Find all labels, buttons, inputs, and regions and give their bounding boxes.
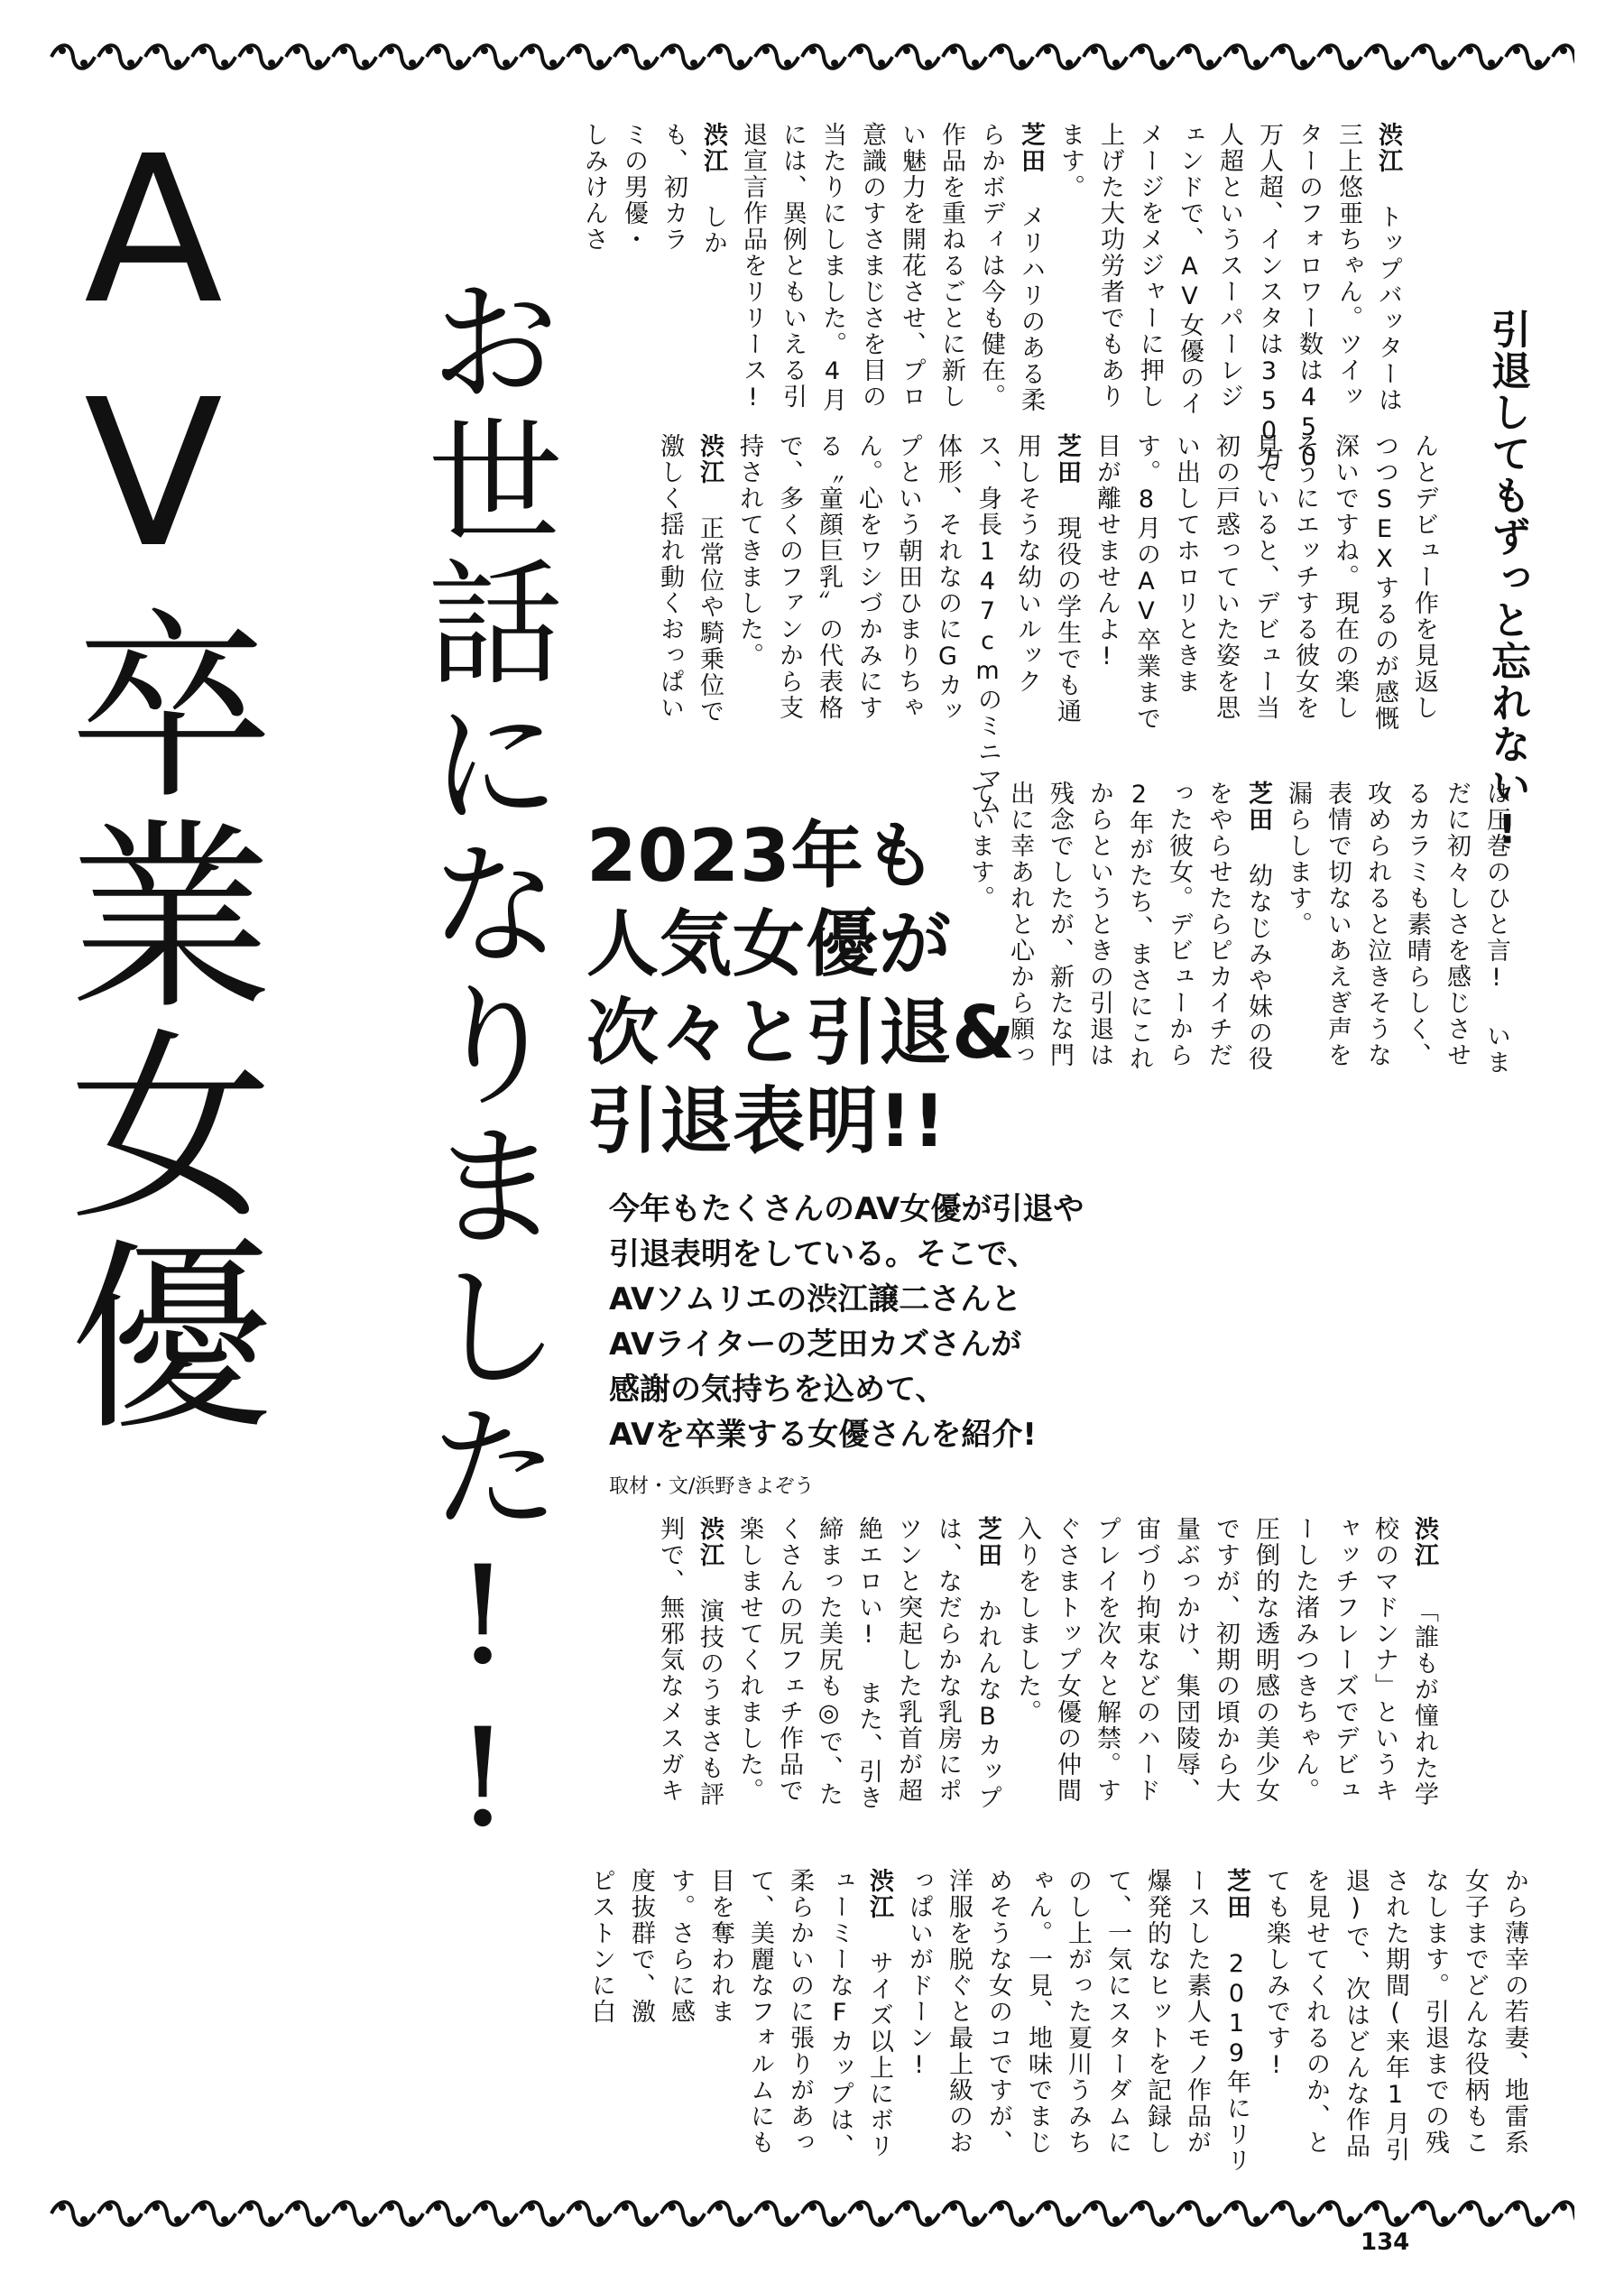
line-text: 目が離せませんよ! bbox=[1093, 433, 1121, 672]
text-line bbox=[772, 122, 812, 415]
text-line bbox=[1126, 1516, 1166, 1850]
text-line bbox=[733, 122, 772, 415]
text-line bbox=[1097, 1868, 1137, 2179]
line-text: る〝童顔巨乳〟の代表格 bbox=[815, 433, 843, 721]
text-line bbox=[1007, 1516, 1047, 1850]
speaker-name: 渋江 bbox=[865, 1868, 893, 1920]
speaker-name: 芝田 bbox=[1244, 781, 1272, 833]
text-line bbox=[819, 1868, 859, 2179]
line-text: 人超というスーパーレジ bbox=[1215, 122, 1243, 410]
line-text: 絶エロい! また、引き bbox=[854, 1516, 882, 1811]
line-text: 締まった美尻も◎で、た bbox=[815, 1516, 843, 1807]
speaker-name: 渋江 bbox=[696, 1516, 724, 1568]
line-text: 初の戸惑っていた姿を思 bbox=[1212, 433, 1240, 721]
text-line bbox=[689, 1516, 729, 1850]
line-text: 2年がたち、まさにこれ bbox=[1125, 781, 1153, 1072]
line-text: 見ていると、デビュー当 bbox=[1251, 433, 1279, 721]
text-line bbox=[1166, 433, 1205, 758]
text-line bbox=[1335, 1868, 1375, 2179]
text-line bbox=[1086, 1516, 1126, 1850]
intro-line: 今年もたくさんのAV女優が引退や bbox=[609, 1191, 1084, 1227]
line-text: のし上がった夏川うみち bbox=[1064, 1868, 1092, 2156]
text-line bbox=[1018, 1868, 1057, 2179]
line-text: 退)で、次はどんな作品 bbox=[1342, 1868, 1370, 2159]
line-text: 幼なじみや妹の役 bbox=[1244, 833, 1272, 1072]
text-line bbox=[812, 122, 852, 415]
line-text: ースした素人モノ作品が bbox=[1183, 1868, 1211, 2156]
text-line bbox=[1364, 433, 1404, 758]
text-line bbox=[852, 122, 891, 415]
text-line bbox=[1368, 122, 1407, 415]
line-text: ています。 bbox=[966, 781, 994, 911]
line-text: ます。 bbox=[1057, 122, 1084, 200]
text-line bbox=[1404, 433, 1444, 758]
intro-line: AVライターの芝田カズさんが bbox=[609, 1326, 1022, 1363]
line-text: 体形、それなのにGカッ bbox=[934, 433, 962, 725]
text-line bbox=[1256, 1868, 1296, 2179]
text-line bbox=[780, 1868, 819, 2179]
text-block-top-right bbox=[580, 122, 1407, 473]
text-line bbox=[1296, 1868, 1335, 2179]
text-line bbox=[574, 122, 614, 415]
line-text: 2019年にリリ bbox=[1223, 1920, 1250, 2174]
line-text: 退宣言作品をリリース! bbox=[739, 122, 767, 413]
text-line bbox=[1324, 433, 1364, 758]
text-line bbox=[621, 1868, 660, 2179]
line-text: 入りをしました。 bbox=[1013, 1516, 1041, 1725]
text-line bbox=[938, 1868, 978, 2179]
line-text: 判で、無邪気なメスガキ bbox=[656, 1516, 684, 1804]
line-text: 「誰もが憧れた学 bbox=[1410, 1568, 1438, 1807]
text-line bbox=[1404, 1516, 1444, 1850]
text-line bbox=[740, 1868, 780, 2179]
text-line bbox=[1169, 122, 1209, 415]
text-line bbox=[1245, 1516, 1285, 1850]
line-text: ーした渚みつきちゃん。 bbox=[1291, 1516, 1319, 1804]
text-line bbox=[1415, 1868, 1454, 2179]
text-line bbox=[1317, 781, 1357, 1475]
intro-line: AVを卒業する女優さんを紹介! bbox=[609, 1417, 1037, 1453]
line-text: は、なだらかな乳房にポ bbox=[934, 1516, 962, 1804]
lead-heading-line-2: 人気女優が bbox=[586, 902, 952, 986]
text-line bbox=[1166, 1516, 1205, 1850]
line-text: 残念でしたが、新たな門 bbox=[1046, 781, 1074, 1068]
line-text: ゃん。一見、地味でまじ bbox=[1024, 1868, 1052, 2156]
text-line bbox=[1324, 1516, 1364, 1850]
line-text: 圧倒的な透明感の美少女 bbox=[1251, 1516, 1279, 1804]
text-line bbox=[1137, 1868, 1176, 2179]
speaker-name: 芝田 bbox=[973, 1516, 1001, 1568]
intro-line: 感謝の気持ちを込めて、 bbox=[609, 1372, 946, 1408]
line-text: そうにエッチする彼女を bbox=[1291, 433, 1319, 721]
speaker-name: 渋江 bbox=[696, 433, 724, 485]
text-line bbox=[1249, 122, 1288, 473]
line-text: い魅力を開花させ、プロ bbox=[898, 122, 926, 410]
text-line bbox=[967, 1516, 1007, 1850]
line-text: 万人超、インスタは350万 bbox=[1255, 122, 1283, 473]
text-block-bottom-lower bbox=[577, 1868, 1534, 2179]
text-line bbox=[1278, 781, 1317, 1475]
ornament-border-bottom bbox=[50, 2193, 1574, 2234]
sub-title: お世話になりました!! bbox=[404, 271, 561, 1862]
line-text: 作品を重ねるごとに新し bbox=[937, 122, 965, 410]
line-text: メージをメジャーに押し bbox=[1136, 122, 1164, 410]
line-text: 持されてきました。 bbox=[735, 433, 763, 669]
text-line bbox=[1364, 1516, 1404, 1850]
line-text: て、一気にスターダムに bbox=[1103, 1868, 1131, 2156]
line-text: い出してホロリときま bbox=[1172, 433, 1200, 695]
speaker-name: 芝田 bbox=[1017, 122, 1045, 174]
text-line bbox=[614, 122, 653, 415]
line-text: 漏らします。 bbox=[1284, 781, 1312, 938]
text-line bbox=[769, 1516, 808, 1850]
text-line bbox=[808, 1516, 848, 1850]
text-line bbox=[808, 433, 848, 758]
line-text: ャッチフレーズでデビュ bbox=[1331, 1516, 1359, 1804]
line-text: からというときの引退は bbox=[1085, 781, 1113, 1068]
line-text: 洋服を脱ぐと最上級のお bbox=[945, 1868, 973, 2156]
text-line bbox=[769, 433, 808, 758]
text-line bbox=[927, 1516, 967, 1850]
line-text: らかボディは今も健在。 bbox=[977, 122, 1005, 410]
text-line bbox=[1090, 122, 1130, 415]
line-text: 当たりにしました。4月 bbox=[818, 122, 846, 413]
line-text: メリハリのある柔 bbox=[1017, 174, 1045, 413]
text-line bbox=[1494, 1868, 1534, 2179]
speaker-name: 渋江 bbox=[1374, 122, 1402, 174]
text-line bbox=[1375, 1868, 1415, 2179]
text-line bbox=[1205, 433, 1245, 758]
text-line bbox=[888, 433, 927, 758]
intro-line: AVソムリエの渋江譲二さんと bbox=[609, 1281, 1022, 1317]
text-line bbox=[1245, 433, 1285, 758]
line-text: をやらせたらピカイチだ bbox=[1204, 781, 1232, 1068]
line-text: 宙づり拘束などのハード bbox=[1132, 1516, 1160, 1804]
line-text: 量ぶっかけ、集団陵辱、 bbox=[1172, 1516, 1200, 1804]
text-line bbox=[1436, 781, 1476, 1475]
page-number: 134 bbox=[1361, 2229, 1410, 2256]
line-text: から薄幸の若妻、地雷系 bbox=[1500, 1868, 1528, 2156]
text-line bbox=[650, 1516, 689, 1850]
text-line bbox=[1010, 122, 1050, 415]
text-line bbox=[1288, 122, 1328, 473]
line-text: 女子までどんな役柄もこ bbox=[1461, 1868, 1489, 2156]
text-line bbox=[653, 122, 693, 415]
side-heading bbox=[1426, 117, 1588, 855]
line-text: は圧巻のひと言! いま bbox=[1482, 781, 1510, 1076]
text-line bbox=[927, 433, 967, 758]
line-text: て、美麗なフォルムにも bbox=[746, 1868, 774, 2156]
text-line bbox=[1050, 122, 1090, 415]
line-text: かれんなBカップ bbox=[973, 1568, 1001, 1811]
text-line bbox=[891, 122, 931, 415]
side-heading-line-2: ずっと忘れない! bbox=[1484, 516, 1530, 855]
line-text: ん。心をワシづかみにす bbox=[854, 433, 882, 721]
line-text: しか bbox=[699, 174, 727, 256]
line-text: 攻められると泣きそうな bbox=[1363, 781, 1391, 1068]
line-text: ても楽しみです! bbox=[1262, 1868, 1290, 2081]
side-heading-line-1: 引退しても bbox=[1484, 309, 1530, 516]
lead-heading-line-3: 次々と引退& bbox=[586, 991, 1016, 1075]
line-text: 激しく揺れ動くおっぱい bbox=[656, 433, 684, 721]
line-text: 上げた大功労者でもあり bbox=[1096, 122, 1124, 410]
line-text: には、異例ともいえる引 bbox=[779, 122, 807, 410]
line-text: サイズ以上にボリ bbox=[865, 1920, 893, 2159]
lead-heading-line-4: 引退表明!! bbox=[586, 1079, 946, 1163]
text-line bbox=[1209, 122, 1249, 415]
line-text: 意識のすさまじさを目の bbox=[858, 122, 886, 410]
text-line bbox=[1476, 781, 1516, 1475]
line-text: 三上悠亜ちゃん。ツイッ bbox=[1334, 122, 1362, 410]
line-text: 校のマドンナ」というキ bbox=[1370, 1516, 1398, 1804]
text-line bbox=[729, 433, 769, 758]
text-line bbox=[1057, 1868, 1097, 2179]
line-text: 度抜群で、激 bbox=[627, 1868, 655, 2025]
main-title: AV卒業女優 bbox=[35, 113, 272, 1441]
line-text: 演技のうまさも評 bbox=[696, 1568, 724, 1807]
text-line bbox=[967, 433, 1007, 818]
speaker-name: 渋江 bbox=[1410, 1516, 1438, 1568]
text-line bbox=[693, 122, 733, 415]
speaker-name: 芝田 bbox=[1053, 433, 1081, 485]
line-text: った彼女。デビューから bbox=[1165, 781, 1193, 1068]
line-text: 柔らかいのに張りがあっ bbox=[786, 1868, 814, 2156]
text-line bbox=[971, 122, 1010, 415]
text-line bbox=[1130, 122, 1169, 415]
text-line bbox=[899, 1868, 938, 2179]
text-line bbox=[859, 1868, 899, 2179]
line-text: 現役の学生でも通 bbox=[1053, 485, 1081, 725]
line-text: ピストンに白 bbox=[587, 1868, 615, 2025]
line-text: ス、身長147cmのミニマム bbox=[973, 433, 1001, 818]
intro-paragraph bbox=[609, 1187, 1204, 1457]
text-line bbox=[700, 1868, 740, 2179]
line-text: 用しそうな幼いルック bbox=[1013, 433, 1041, 695]
text-line bbox=[1357, 781, 1397, 1475]
text-line bbox=[1285, 433, 1324, 758]
intro-line: 引退表明をしている。そこで、 bbox=[609, 1236, 1038, 1272]
text-line bbox=[1454, 1868, 1494, 2179]
text-line bbox=[689, 433, 729, 758]
text-line bbox=[848, 433, 888, 758]
speaker-name: 芝田 bbox=[1223, 1868, 1250, 1920]
text-line bbox=[729, 1516, 769, 1850]
line-text: んとデビュー作を見返し bbox=[1410, 433, 1438, 721]
line-text: めそうな女のコですが、 bbox=[984, 1868, 1012, 2156]
text-line bbox=[1047, 433, 1086, 758]
line-text: ェンドで、AV女優のイ bbox=[1176, 122, 1204, 417]
line-text: 表情で切ないあえぎ声を bbox=[1324, 781, 1352, 1068]
line-text: す。8月のAV卒業まで bbox=[1132, 433, 1160, 732]
text-line bbox=[1086, 433, 1126, 758]
text-line bbox=[888, 1516, 927, 1850]
text-line bbox=[978, 1868, 1018, 2179]
text-block-bottom-upper bbox=[650, 1516, 1444, 1850]
line-text: だに初々しさを感じさせ bbox=[1443, 781, 1471, 1068]
line-text: を見せてくれるのか、と bbox=[1302, 1868, 1330, 2156]
speaker-name: 渋江 bbox=[699, 122, 727, 174]
line-text: なします。引退までの残 bbox=[1421, 1868, 1449, 2156]
text-line bbox=[1216, 1868, 1256, 2179]
line-text: くさんの尻フェチ作品で bbox=[775, 1516, 803, 1804]
lead-heading bbox=[586, 812, 1146, 1166]
text-line bbox=[931, 122, 971, 415]
line-text: ターのフォロワー数は450 bbox=[1295, 122, 1323, 473]
line-text: 正常位や騎乗位で bbox=[696, 485, 724, 725]
line-text: 楽しませてくれました。 bbox=[735, 1516, 763, 1804]
line-text: ミの男優・ bbox=[620, 122, 648, 253]
text-line bbox=[1205, 1516, 1245, 1850]
text-line bbox=[848, 1516, 888, 1850]
text-line bbox=[1007, 433, 1047, 758]
text-line bbox=[1126, 433, 1166, 758]
text-line bbox=[650, 433, 689, 758]
line-text: つつSEXするのが感慨 bbox=[1370, 433, 1398, 732]
line-text: プレイを次々と解禁。す bbox=[1093, 1516, 1121, 1804]
text-line bbox=[1328, 122, 1368, 415]
line-text: トップバッターは bbox=[1374, 174, 1402, 413]
credit: 取材・文/浜野きよぞう bbox=[609, 1475, 815, 1498]
text-line bbox=[581, 1868, 621, 2179]
line-text: 深いですね。現在の楽し bbox=[1331, 433, 1359, 721]
line-text: ツンと突起した乳首が超 bbox=[894, 1516, 922, 1804]
line-text: るカラミも素晴らしく、 bbox=[1403, 781, 1431, 1068]
line-text: す。さらに感 bbox=[667, 1868, 695, 2025]
text-line bbox=[1397, 781, 1436, 1475]
line-text: 爆発的なヒットを記録し bbox=[1143, 1868, 1171, 2156]
line-text: プという朝田ひまりちゃ bbox=[894, 433, 922, 721]
text-block-top-middle bbox=[650, 433, 1444, 818]
line-text: された期間(来年1月引 bbox=[1381, 1868, 1409, 2163]
lead-heading-line-1: 2023年も bbox=[586, 814, 937, 898]
line-text: っぱいがドーン! bbox=[905, 1868, 933, 2081]
line-text: 出に幸あれと心から願っ bbox=[1006, 781, 1034, 1068]
line-text: ですが、初期の頃から大 bbox=[1212, 1516, 1240, 1804]
text-line bbox=[1238, 781, 1278, 1475]
line-text: 目を奪われま bbox=[706, 1868, 734, 2025]
line-text: ぐさまトップ女優の仲間 bbox=[1053, 1516, 1081, 1804]
ornament-border-top bbox=[50, 36, 1574, 78]
line-text: ューミーなFカップは、 bbox=[826, 1868, 854, 2159]
text-line bbox=[1285, 1516, 1324, 1850]
text-line bbox=[1047, 1516, 1086, 1850]
line-text: しみけんさ bbox=[580, 122, 608, 253]
line-text: で、多くのファンから支 bbox=[775, 433, 803, 721]
line-text: も、初カラ bbox=[660, 122, 687, 253]
text-line bbox=[1176, 1868, 1216, 2179]
text-line bbox=[660, 1868, 700, 2179]
